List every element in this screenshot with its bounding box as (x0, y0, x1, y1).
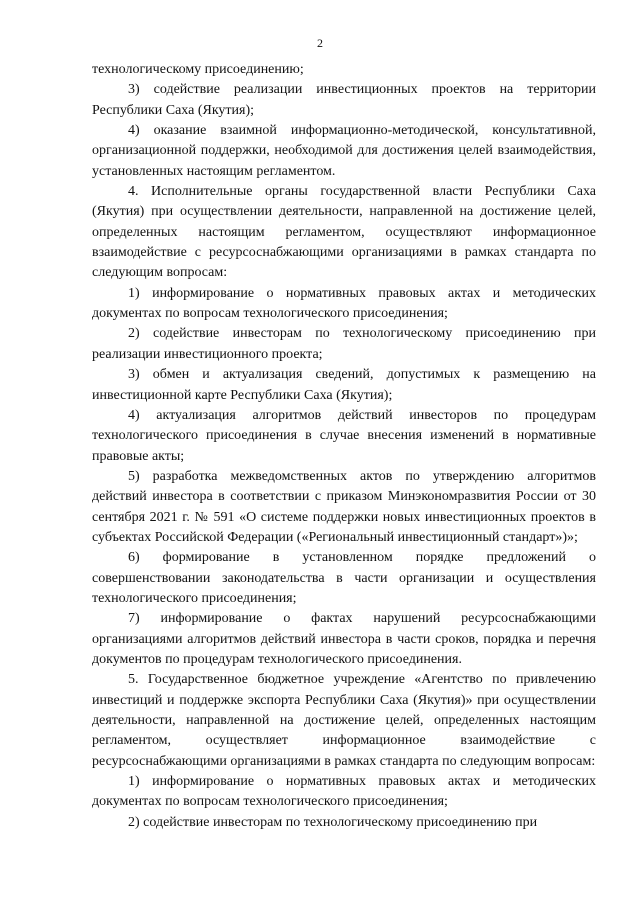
section-4-paragraph: 4. Исполнительные органы государственной власти Республики Саха (Якутия) при осуществлении деятельности, направленной на достижение целей, определенных настоящим регламентом, осуществляют информационное взаимодействие с ресурсоснабжающими организациями в рамках стандарта по следующим вопросам: (92, 184, 596, 281)
list-item-3: 3) содействие реализации инвестиционных проектов на территории Республики Саха (Якутия); (92, 82, 596, 118)
section-4-item-5: 5) разработка межведомственных актов по утверждению алгоритмов действий инвестора в соответствии с приказом Минэкономразвития России от 30 сентября 2021 г. № 591 «О системе поддержки новых инвестиционных проектов в субъектах Российской Федерации («Региональный инвестиционный стандарт»)»; (92, 468, 596, 545)
section-5-paragraph: 5. Государственное бюджетное учреждение «Агентство по привлечению инвестиций и поддержке экспорта Республики Саха (Якутия)» при осуществлении деятельности, направленной на достижение целей, определенных настоящим регламентом, осуществляет информационное взаимодействие с ресурсоснабжающими организациями в рамках стандарта по следующим вопросам: (92, 672, 596, 769)
section-4-item-1: 1) информирование о нормативных правовых актах и методических документах по вопросам технологического присоединения; (92, 285, 596, 322)
section-4-item-4: 4) актуализация алгоритмов действий инвесторов по процедурам технологического присоединения в случае внесения изменений в нормативные правовые акты; (92, 407, 596, 464)
document-body (92, 60, 596, 833)
section-5-item-2: 2) содействие инвесторам по технологическому присоединению при (128, 814, 538, 830)
section-4-item-7: 7) информирование о фактах нарушений ресурсоснабжающими организациями алгоритмов действий инвестора в части сроков, порядка и перечня документов по процедурам технологического присоединения. (92, 611, 596, 667)
list-item-4: 4) оказание взаимной информационно-методической, консультативной, организационной поддержки, необходимой для достижения целей взаимодействия, установленных настоящим регламентом. (92, 123, 596, 179)
section-5-item-1: 1) информирование о нормативных правовых актах и методических документах по вопросам технологического присоединения; (92, 774, 596, 810)
section-4-item-2: 2) содействие инвесторам по технологическому присоединению при реализации инвестиционного проекта; (92, 326, 596, 362)
page-number: 2 (317, 36, 323, 50)
paragraph-continuation: технологическому присоединению; (92, 62, 304, 77)
section-4-item-3: 3) обмен и актуализация сведений, допустимых к размещению на инвестиционной карте Республики Саха (Якутия); (92, 367, 596, 403)
section-4-item-6: 6) формирование в установленном порядке предложений о совершенствовании законодательства в части организации и осуществления технологического присоединения; (92, 550, 596, 606)
